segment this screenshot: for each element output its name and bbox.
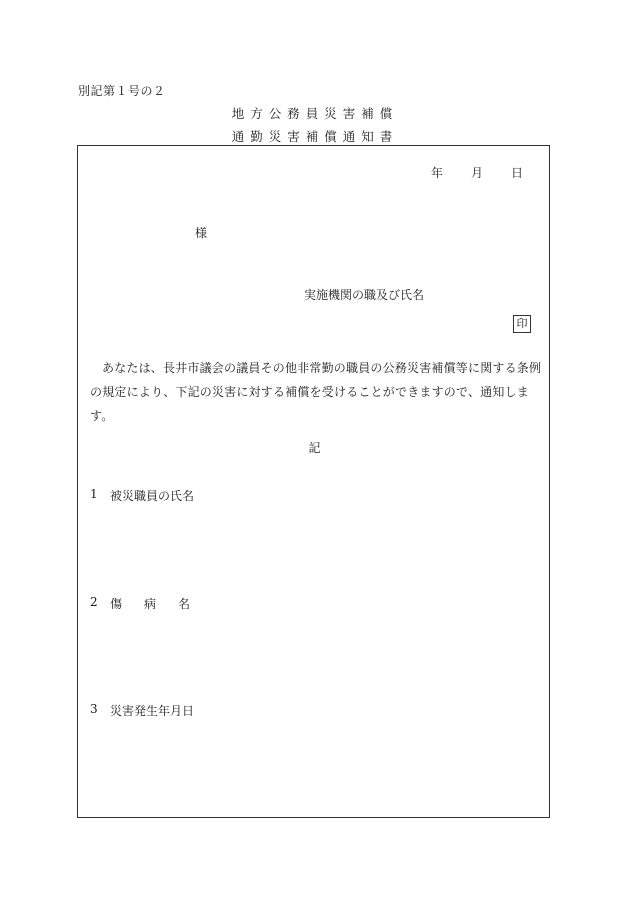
item-number: 1 bbox=[90, 487, 98, 501]
form-frame bbox=[77, 145, 550, 818]
item-label: 傷病名 bbox=[110, 597, 213, 611]
date-day-label: 日 bbox=[510, 166, 523, 180]
date-month-label: 月 bbox=[470, 166, 483, 180]
notice-body: あなたは、長井市議会の議員その他非常勤の職員の公務災害補償等に関する条例の規定により、下記の災害に対する補償を受けることができますので、通知します。 bbox=[90, 361, 542, 423]
form-number: 別記第１号の２ bbox=[78, 84, 166, 98]
item-label: 被災職員の氏名 bbox=[110, 489, 195, 503]
document-title-line2: 通勤災害補償通知書 bbox=[231, 129, 399, 144]
item-number: 3 bbox=[90, 702, 98, 716]
document-title-line1: 地方公務員災害補償 bbox=[231, 106, 399, 121]
issuer-label: 実施機関の職及び氏名 bbox=[304, 288, 425, 302]
addressee-suffix: 様 bbox=[195, 226, 208, 240]
item-injured-employee-name bbox=[90, 487, 194, 504]
ki-heading: 記 bbox=[308, 441, 321, 455]
item-label: 災害発生年月日 bbox=[110, 704, 195, 718]
item-accident-date bbox=[90, 702, 194, 719]
seal-mark: 印 bbox=[513, 315, 531, 333]
item-number: 2 bbox=[90, 595, 98, 609]
date-year-label: 年 bbox=[430, 166, 443, 180]
date-row bbox=[431, 164, 523, 181]
item-injury-name bbox=[90, 595, 212, 612]
